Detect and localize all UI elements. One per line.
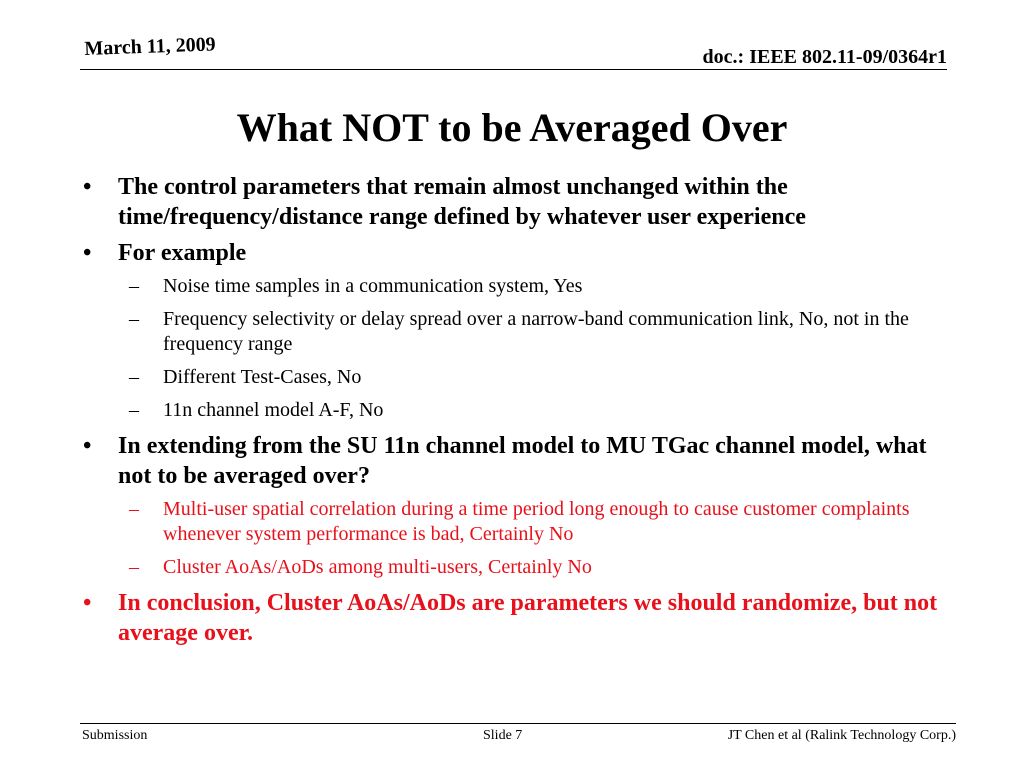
header-divider — [80, 69, 947, 70]
footer-submission: Submission — [82, 728, 148, 743]
bullet-mu-extension — [80, 431, 960, 491]
subitem-noise-samples — [80, 274, 960, 299]
bullet-marker: • — [83, 240, 92, 266]
dash-marker: – — [129, 275, 139, 297]
bullet-control-parameters — [80, 172, 960, 232]
footer-authors: JT Chen et al (Ralink Technology Corp.) — [727, 728, 956, 743]
bullet-marker: • — [83, 174, 92, 200]
document-id: doc.: IEEE 802.11-09/0364r1 — [702, 46, 947, 68]
subitem-text: Different Test-Cases, No — [163, 366, 362, 388]
bullet-marker: • — [83, 433, 92, 459]
subitem-channel-model — [80, 398, 960, 423]
subitem-text: Frequency selectivity or delay spread over a narrow-band communication link, No, not in the frequency range — [163, 308, 909, 355]
subitem-test-cases — [80, 365, 960, 390]
subitem-text: Noise time samples in a communication system, Yes — [163, 275, 583, 297]
subitem-spatial-correlation — [80, 497, 960, 547]
dash-marker: – — [129, 366, 139, 388]
dash-marker: – — [129, 556, 139, 578]
header-date: March 11, 2009 — [84, 33, 216, 60]
bullet-text: In conclusion, Cluster AoAs/AoDs are parameters we should randomize, but not average over. — [118, 590, 938, 646]
subitem-cluster-aoas — [80, 555, 960, 580]
slide-title: What NOT to be Averaged Over — [236, 105, 788, 150]
bullet-marker: • — [83, 590, 92, 616]
slide-number: Slide 7 — [483, 728, 523, 743]
bullet-conclusion — [80, 588, 960, 648]
bullet-text: For example — [118, 240, 247, 266]
subitem-frequency-selectivity — [80, 307, 960, 357]
dash-marker: – — [129, 498, 139, 520]
subitem-text: 11n channel model A-F, No — [163, 399, 384, 421]
dash-marker: – — [129, 308, 139, 330]
bullet-text: In extending from the SU 11n channel model to MU TGac channel model, what not to be averaged over? — [118, 433, 927, 489]
bullet-for-example — [80, 238, 960, 268]
subitem-text: Cluster AoAs/AoDs among multi-users, Certainly No — [163, 556, 592, 578]
bullet-text: The control parameters that remain almost unchanged within the time/frequency/distance range defined by whatever user experience — [118, 174, 806, 230]
subitem-text: Multi-user spatial correlation during a time period long enough to cause customer complaints whenever system performance is bad, Certainly No — [163, 498, 910, 545]
footer-divider — [80, 723, 956, 724]
slide-body — [80, 172, 960, 654]
dash-marker: – — [129, 399, 139, 421]
